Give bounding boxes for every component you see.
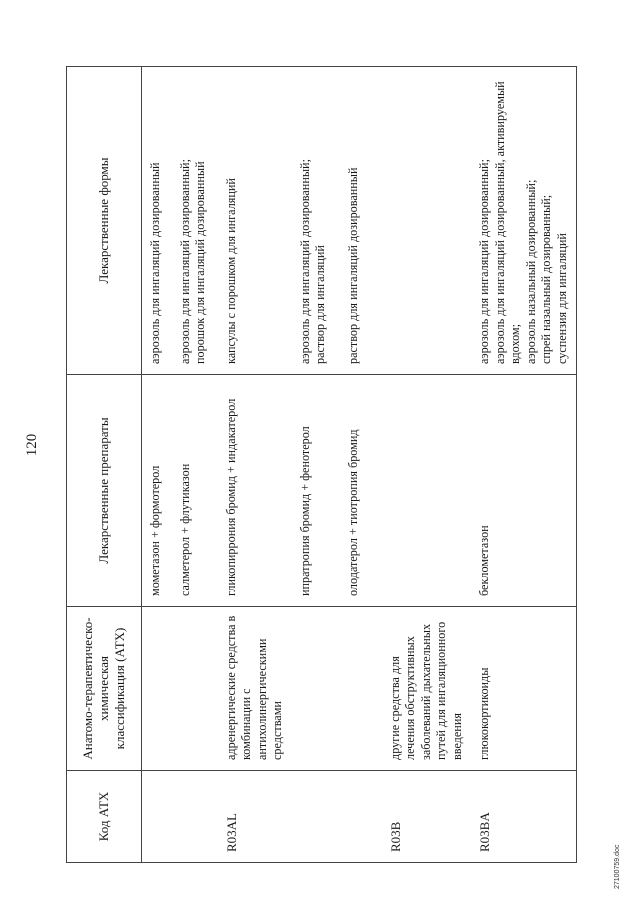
dosage-forms-cell [172,67,218,375]
atx-classification-cell [292,607,340,771]
table-row [471,67,577,863]
dosage-form-line: аэрозоль для ингаляций дозированный; [477,159,491,364]
page-number: 120 [24,433,40,457]
dosage-forms-cell [292,67,340,375]
atx-code-cell: R03B [382,771,472,863]
document-reference: 27100759.doc [614,844,621,889]
table-row [340,67,382,863]
atx-classification-cell: глюкокортикоиды [471,607,577,771]
header-dosage-forms: Лекарственные формы [67,67,142,375]
atx-code-cell [340,771,382,863]
drug-cell: гликопиррония бромид + индакатерол [218,375,292,607]
dosage-forms-cell [340,67,382,375]
table-row [382,67,472,863]
dosage-forms-cell [142,67,172,375]
drug-cell: салметерол + флутиказон [172,375,218,607]
dosage-form-line: аэрозоль для ингаляций дозированный; [177,159,192,364]
drug-cell: ипратропия бромид + фенотерол [292,375,340,607]
header-atx-classification: Анатомо-терапевтическо-химическая классификация (АТХ) [67,607,142,771]
atx-classification-cell: другие средства для лечения обструктивных заболеваний дыхательных путей для ингаляционного введения [382,607,472,771]
atx-classification-cell: адренергические средства в комбинации с антихолинергическими средствами [218,607,292,771]
atx-drug-table [66,66,577,863]
dosage-forms-cell [471,67,577,375]
dosage-form-line: аэрозоль для ингаляций дозированный; [297,159,312,364]
table-row [292,67,340,863]
dosage-form-line: порошок для ингаляций дозированный [193,161,207,364]
atx-code-cell [172,771,218,863]
drug-cell: олодатерол + тиотропия бромид [340,375,382,607]
atx-classification-cell [142,607,172,771]
table-row [142,67,172,863]
dosage-form-line: раствор для ингаляций [313,245,327,364]
dosage-form-line: капсулы с порошком для ингаляций [223,178,238,364]
dosage-forms-cell [382,67,472,375]
dosage-form-line: суспензия для ингаляций [554,233,569,364]
header-atx-code: Код АТХ [67,771,142,863]
atx-code-cell: R03BA [471,771,577,863]
atx-code-cell [142,771,172,863]
dosage-form-line: спрей назальный дозированный; [539,194,553,364]
dosage-form-line: раствор для ингаляций дозированный [345,167,360,364]
dosage-form-line: аэрозоль назальный дозированный; [523,179,538,364]
table-body [142,67,577,863]
atx-classification-cell [172,607,218,771]
drug-cell: мометазон + формотерол [142,375,172,607]
drug-cell [382,375,472,607]
drug-cell: беклометазон [471,375,577,607]
dosage-form-line: аэрозоль для ингаляций дозированный [148,162,162,364]
dosage-forms-cell [218,67,292,375]
table-row [218,67,292,863]
table-row [172,67,218,863]
table-header-row [67,67,142,863]
atx-classification-cell [340,607,382,771]
dosage-form-line: аэрозоль для ингаляций дозированный, активируемый вдохом; [492,81,522,364]
atx-code-cell [292,771,340,863]
atx-code-cell: R03AL [218,771,292,863]
header-drugs: Лекарственные препараты [67,375,142,607]
